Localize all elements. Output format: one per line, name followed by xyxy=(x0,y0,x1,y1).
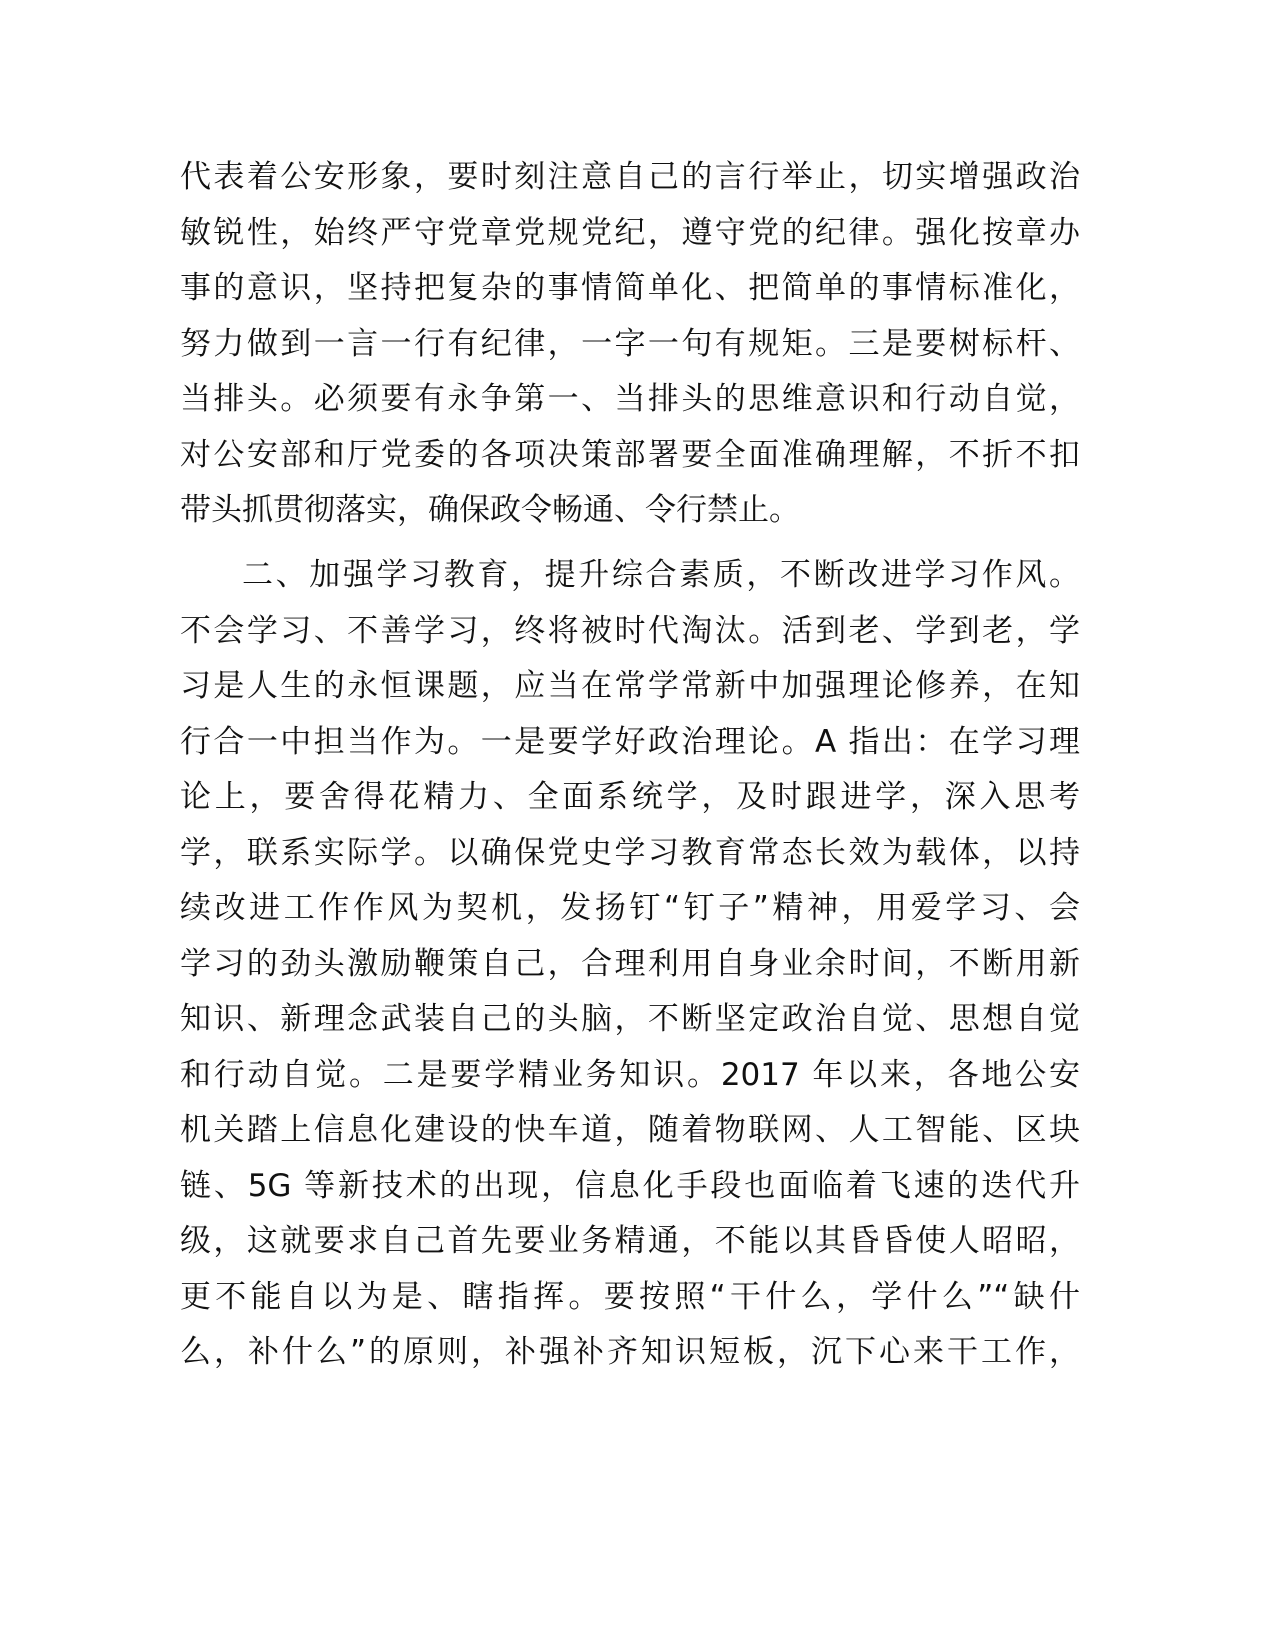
section-heading-line: 二、加强学习教育，提升综合素质，不断改进学习作风。 xyxy=(242,557,1080,593)
paragraph-line: 更不能自以为是、瞎指挥。要按照“干什么，学什么”“缺什 xyxy=(180,1278,1080,1315)
paragraph-line: 不会学习、不善学习，终将被时代淘汰。活到老、学到老，学 xyxy=(180,612,1080,649)
paragraph-2 xyxy=(180,548,1080,1381)
paragraph-line: 知识、新理念武装自己的头脑，不断坚定政治自觉、思想自觉 xyxy=(180,1001,1080,1037)
paragraph-line: 行合一中担当作为。一是要学好政治理论。A 指出：在学习理 xyxy=(180,723,1080,760)
paragraph-line: 学习的劲头激励鞭策自己，合理利用自身业余时间，不断用新 xyxy=(180,945,1080,982)
paragraph-line: 学，联系实际学。以确保党史学习教育常态长效为载体，以持 xyxy=(180,834,1080,871)
paragraph-line: 对公安部和厅党委的各项决策部署要全面准确理解，不折不扣 xyxy=(180,436,1080,473)
paragraph-line: 论上，要舍得花精力、全面系统学，及时跟进学，深入思考 xyxy=(180,779,1080,815)
paragraph-line: 敏锐性，始终严守党章党规党纪，遵守党的纪律。强化按章办 xyxy=(180,214,1080,251)
paragraph-line: 续改进工作作风为契机，发扬钉“钉子”精神，用爱学习、会 xyxy=(180,890,1080,926)
paragraph-line: 习是人生的永恒课题，应当在常学常新中加强理论修养，在知 xyxy=(180,668,1080,704)
paragraph-1 xyxy=(180,150,1080,539)
paragraph-line: 努力做到一言一行有纪律，一字一句有规矩。三是要树标杆、 xyxy=(180,325,1080,362)
paragraph-line: 代表着公安形象，要时刻注意自己的言行举止，切实增强政治 xyxy=(180,159,1080,195)
paragraph-line: 机关踏上信息化建设的快车道，随着物联网、人工智能、区块 xyxy=(180,1112,1080,1148)
paragraph-line: 当排头。必须要有永争第一、当排头的思维意识和行动自觉， xyxy=(180,381,1080,417)
paragraph-line: 级，这就要求自己首先要业务精通，不能以其昏昏使人昭昭， xyxy=(180,1223,1080,1259)
paragraph-line: 带头抓贯彻落实，确保政令畅通、令行禁止。 xyxy=(180,492,800,528)
paragraph-line: 事的意识，坚持把复杂的事情简单化、把简单的事情标准化， xyxy=(180,270,1080,306)
paragraph-line: 么，补什么”的原则，补强补齐知识短板，沉下心来干工作， xyxy=(180,1334,1080,1370)
paragraph-line: 和行动自觉。二是要学精业务知识。2017 年以来，各地公安 xyxy=(180,1056,1080,1093)
paragraph-line: 链、5G 等新技术的出现，信息化手段也面临着飞速的迭代升 xyxy=(180,1167,1080,1204)
